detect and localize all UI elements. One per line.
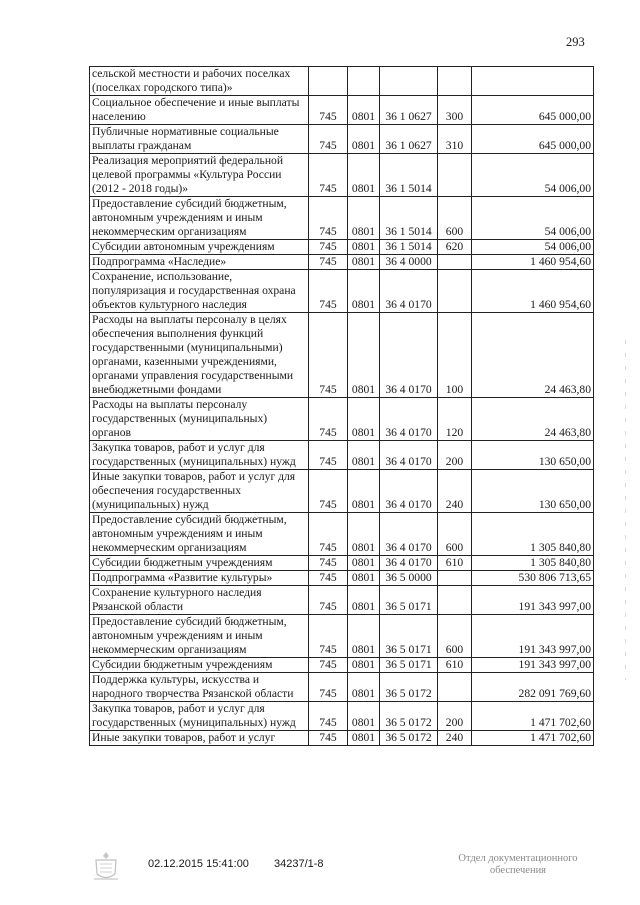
row-amount: 191 343 997,00 (472, 658, 594, 673)
row-amount: 54 006,00 (472, 240, 594, 255)
row-name: Иные закупки товаров, работ и услуг для обеспечения государственных (муниципальных) нужд (90, 470, 309, 513)
table-row (90, 470, 594, 513)
row-expense-type (438, 673, 472, 702)
row-target-code: 36 5 0171 (380, 615, 438, 658)
row-amount: 191 343 997,00 (472, 615, 594, 658)
row-section-code: 0801 (348, 125, 380, 154)
row-expense-type: 600 (438, 615, 472, 658)
table-row (90, 96, 594, 125)
row-ved-code: 745 (309, 313, 348, 398)
row-target-code: 36 1 5014 (380, 197, 438, 240)
table-row (90, 441, 594, 470)
row-ved-code: 745 (309, 197, 348, 240)
row-expense-type: 300 (438, 96, 472, 125)
row-section-code: 0801 (348, 658, 380, 673)
row-amount: 645 000,00 (472, 125, 594, 154)
table-row (90, 615, 594, 658)
row-target-code: 36 1 0627 (380, 96, 438, 125)
row-name: Сохранение, использование, популяризация и государственная охрана объектов культурного наследия (90, 270, 309, 313)
row-section-code: 0801 (348, 731, 380, 746)
table-row (90, 513, 594, 556)
row-target-code: 36 4 0170 (380, 556, 438, 571)
row-name: Расходы на выплаты персоналу государственных (муниципальных) органов (90, 398, 309, 441)
row-target-code: 36 5 0172 (380, 673, 438, 702)
row-amount: 1 305 840,80 (472, 513, 594, 556)
table-row (90, 571, 594, 586)
table-row (90, 313, 594, 398)
row-section-code: 0801 (348, 154, 380, 197)
row-amount: 24 463,80 (472, 398, 594, 441)
row-section-code: 0801 (348, 313, 380, 398)
row-expense-type: 240 (438, 731, 472, 746)
footer-doc-code: 34237/1-8 (274, 858, 324, 870)
row-name: Предоставление субсидий бюджетным, автономным учреждениям и иным некоммерческим организациям (90, 615, 309, 658)
table-row (90, 125, 594, 154)
row-name: Подпрограмма «Наследие» (90, 255, 309, 270)
row-name: Социальное обеспечение и иные выплаты населению (90, 96, 309, 125)
row-section-code: 0801 (348, 513, 380, 556)
row-name: сельской местности и рабочих поселках (поселках городского типа)» (90, 67, 309, 96)
row-target-code: 36 4 0170 (380, 270, 438, 313)
row-expense-type (438, 586, 472, 615)
row-target-code: 36 4 0000 (380, 255, 438, 270)
row-section-code (348, 67, 380, 96)
row-expense-type (438, 571, 472, 586)
row-expense-type: 240 (438, 470, 472, 513)
row-target-code: 36 5 0172 (380, 702, 438, 731)
row-ved-code: 745 (309, 470, 348, 513)
row-section-code: 0801 (348, 470, 380, 513)
row-amount: 1 305 840,80 (472, 556, 594, 571)
row-expense-type: 100 (438, 313, 472, 398)
table-row (90, 556, 594, 571)
row-name: Поддержка культуры, искусства и народного творчества Рязанской области (90, 673, 309, 702)
table-row (90, 586, 594, 615)
row-ved-code: 745 (309, 731, 348, 746)
row-name: Публичные нормативные социальные выплаты гражданам (90, 125, 309, 154)
table-row (90, 398, 594, 441)
row-ved-code: 745 (309, 96, 348, 125)
row-section-code: 0801 (348, 586, 380, 615)
row-ved-code: 745 (309, 441, 348, 470)
row-amount: 24 463,80 (472, 313, 594, 398)
row-name: Сохранение культурного наследия Рязанской области (90, 586, 309, 615)
footer-date: 02.12.2015 15:41:00 (148, 858, 249, 870)
row-ved-code: 745 (309, 270, 348, 313)
row-section-code: 0801 (348, 240, 380, 255)
row-expense-type: 600 (438, 197, 472, 240)
row-name: Субсидии автономным учреждениям (90, 240, 309, 255)
row-name: Предоставление субсидий бюджетным, автономным учреждениям и иным некоммерческим организациям (90, 197, 309, 240)
table-row (90, 67, 594, 96)
row-section-code: 0801 (348, 255, 380, 270)
row-ved-code: 745 (309, 571, 348, 586)
row-expense-type: 200 (438, 702, 472, 731)
row-name: Субсидии бюджетным учреждениям (90, 658, 309, 673)
row-expense-type: 610 (438, 556, 472, 571)
row-target-code: 36 1 5014 (380, 154, 438, 197)
row-amount: 130 650,00 (472, 470, 594, 513)
row-expense-type: 120 (438, 398, 472, 441)
row-ved-code: 745 (309, 673, 348, 702)
row-ved-code (309, 67, 348, 96)
row-target-code: 36 5 0171 (380, 586, 438, 615)
row-ved-code: 745 (309, 154, 348, 197)
row-name: Реализация мероприятий федеральной целевой программы «Культура России (2012 - 2018 годы)» (90, 154, 309, 197)
row-expense-type (438, 270, 472, 313)
row-target-code: 36 1 0627 (380, 125, 438, 154)
coat-of-arms-icon (91, 850, 121, 882)
row-target-code: 36 4 0170 (380, 441, 438, 470)
row-name: Субсидии бюджетным учреждениям (90, 556, 309, 571)
row-ved-code: 745 (309, 398, 348, 441)
table-row (90, 731, 594, 746)
row-ved-code: 745 (309, 513, 348, 556)
row-section-code: 0801 (348, 96, 380, 125)
row-expense-type: 310 (438, 125, 472, 154)
row-amount: 1 471 702,60 (472, 702, 594, 731)
row-section-code: 0801 (348, 702, 380, 731)
row-expense-type (438, 255, 472, 270)
row-section-code: 0801 (348, 441, 380, 470)
row-name: Иные закупки товаров, работ и услуг (90, 731, 309, 746)
row-amount: 1 460 954,60 (472, 255, 594, 270)
row-ved-code: 745 (309, 615, 348, 658)
row-ved-code: 745 (309, 255, 348, 270)
row-ved-code: 745 (309, 702, 348, 731)
row-expense-type: 600 (438, 513, 472, 556)
row-expense-type: 200 (438, 441, 472, 470)
page-number: 293 (566, 35, 585, 49)
row-section-code: 0801 (348, 571, 380, 586)
row-amount: 54 006,00 (472, 197, 594, 240)
scan-edge-marks (624, 340, 627, 680)
budget-table (89, 66, 594, 746)
row-expense-type: 610 (438, 658, 472, 673)
row-section-code: 0801 (348, 398, 380, 441)
row-section-code: 0801 (348, 270, 380, 313)
row-target-code: 36 4 0170 (380, 513, 438, 556)
row-amount (472, 67, 594, 96)
row-amount: 282 091 769,60 (472, 673, 594, 702)
row-section-code: 0801 (348, 556, 380, 571)
row-name: Закупка товаров, работ и услуг для государственных (муниципальных) нужд (90, 702, 309, 731)
row-section-code: 0801 (348, 197, 380, 240)
row-amount: 645 000,00 (472, 96, 594, 125)
row-amount: 1 460 954,60 (472, 270, 594, 313)
row-target-code: 36 4 0170 (380, 398, 438, 441)
row-amount: 130 650,00 (472, 441, 594, 470)
row-name: Расходы на выплаты персоналу в целях обеспечения выполнения функций государственными (муниципальными) органами, казенными учреждениями, органами управления государственными внебюджетными фондами (90, 313, 309, 398)
row-amount: 191 343 997,00 (472, 586, 594, 615)
row-expense-type: 620 (438, 240, 472, 255)
row-target-code: 36 4 0170 (380, 470, 438, 513)
table-row (90, 270, 594, 313)
row-expense-type (438, 67, 472, 96)
row-target-code: 36 5 0171 (380, 658, 438, 673)
row-amount: 530 806 713,65 (472, 571, 594, 586)
row-name: Подпрограмма «Развитие культуры» (90, 571, 309, 586)
row-ved-code: 745 (309, 658, 348, 673)
row-ved-code: 745 (309, 586, 348, 615)
row-amount: 54 006,00 (472, 154, 594, 197)
table-row (90, 240, 594, 255)
table-row (90, 702, 594, 731)
row-name: Закупка товаров, работ и услуг для государственных (муниципальных) нужд (90, 441, 309, 470)
row-target-code: 36 5 0172 (380, 731, 438, 746)
row-ved-code: 745 (309, 240, 348, 255)
row-section-code: 0801 (348, 673, 380, 702)
row-amount: 1 471 702,60 (472, 731, 594, 746)
table-row (90, 255, 594, 270)
row-target-code: 36 4 0170 (380, 313, 438, 398)
row-ved-code: 745 (309, 556, 348, 571)
row-ved-code: 745 (309, 125, 348, 154)
row-section-code: 0801 (348, 615, 380, 658)
table-row (90, 154, 594, 197)
department-stamp: Отдел документационного обеспечения (458, 853, 578, 876)
table-row (90, 673, 594, 702)
row-name: Предоставление субсидий бюджетным, автономным учреждениям и иным некоммерческим организациям (90, 513, 309, 556)
row-target-code (380, 67, 438, 96)
row-target-code: 36 5 0000 (380, 571, 438, 586)
table-row (90, 197, 594, 240)
row-target-code: 36 1 5014 (380, 240, 438, 255)
row-expense-type (438, 154, 472, 197)
table-row (90, 658, 594, 673)
